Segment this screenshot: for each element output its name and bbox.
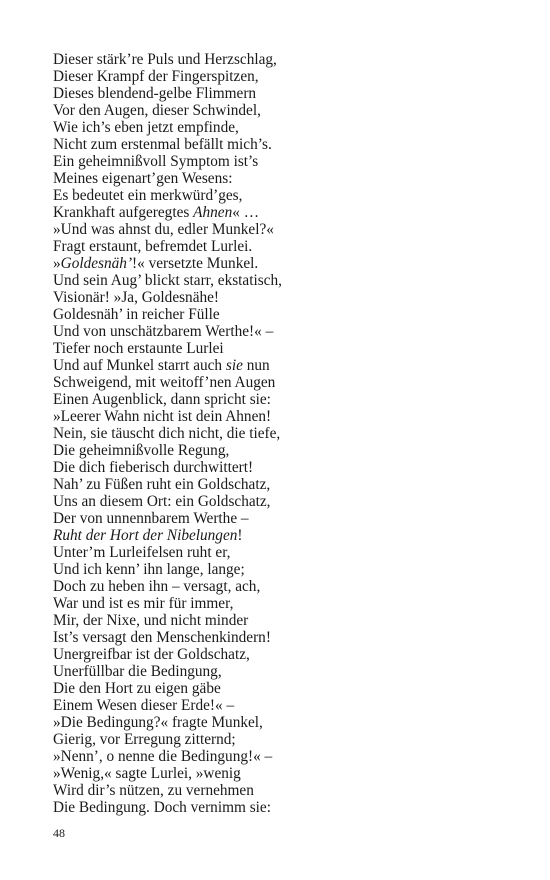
poem-line [53, 119, 513, 136]
poem-line-segment: Nein, sie täuscht dich nicht, die tiefe, [53, 425, 281, 442]
poem-line-segment: Wird dir’s nützen, zu vernehmen [53, 782, 254, 799]
poem-line [53, 340, 513, 357]
poem-line-segment: Doch zu heben ihn – versagt, ach, [53, 578, 261, 595]
poem-line-segment: Goldesnäh’ in reicher Fülle [53, 306, 220, 323]
poem-text-block [53, 51, 513, 816]
poem-line [53, 408, 513, 425]
poem-line [53, 391, 513, 408]
poem-line-segment: Und auf Munkel starrt auch [53, 357, 226, 374]
poem-line-segment: Fragt erstaunt, befremdet Lurlei. [53, 238, 253, 255]
poem-line [53, 748, 513, 765]
poem-line [53, 238, 513, 255]
poem-line-segment: »Nenn’, o nenne die Bedingung!« – [53, 748, 273, 765]
poem-line [53, 323, 513, 340]
poem-line [53, 595, 513, 612]
poem-line [53, 680, 513, 697]
poem-line-segment: Mir, der Nixe, und nicht minder [53, 612, 249, 629]
poem-line-segment: Ist’s versagt den Menschenkindern! [53, 629, 271, 646]
poem-line [53, 765, 513, 782]
poem-line [53, 153, 513, 170]
poem-line [53, 255, 513, 272]
poem-line [53, 578, 513, 595]
poem-line-segment: Uns an diesem Ort: ein Goldschatz, [53, 493, 271, 510]
poem-line-italic-segment: Goldesnäh’ [60, 255, 133, 272]
poem-line-segment: Einem Wesen dieser Erde!« – [53, 697, 235, 714]
poem-line [53, 510, 513, 527]
poem-line [53, 85, 513, 102]
poem-line-segment: Unter’m Lurleifelsen ruht er, [53, 544, 231, 561]
poem-line-italic-segment: Ruht der Hort der Nibelungen [53, 527, 238, 544]
poem-line-segment: Die den Hort zu eigen gäbe [53, 680, 221, 697]
poem-line-segment: »Wenig,« sagte Lurlei, »wenig [53, 765, 241, 782]
poem-line [53, 204, 513, 221]
poem-line [53, 527, 513, 544]
poem-line-segment: Die geheimnißvolle Regung, [53, 442, 230, 459]
poem-line [53, 357, 513, 374]
poem-line-segment: Visionär! »Ja, Goldesnähe! [53, 289, 220, 306]
poem-line [53, 714, 513, 731]
poem-line-segment: !« versetzte Munkel. [132, 255, 259, 272]
poem-line-italic-segment: sie [225, 357, 243, 374]
poem-line-segment: Dieses blendend-gelbe Flimmern [53, 85, 257, 102]
poem-line-segment: Dieser stärk’re Puls und Herzschlag, [53, 51, 277, 68]
poem-line [53, 646, 513, 663]
page-number: 48 [53, 826, 65, 840]
poem-line [53, 493, 513, 510]
poem-line [53, 102, 513, 119]
poem-line-segment: Meines eigenart’gen Wesens: [53, 170, 233, 187]
poem-line-segment: »Und was ahnst du, edler Munkel?« [53, 221, 274, 238]
poem-line [53, 170, 513, 187]
poem-line-segment: Unerfüllbar die Bedingung, [53, 663, 222, 680]
poem-line-segment: Wie ich’s eben jetzt empfinde, [53, 119, 239, 136]
poem-line [53, 561, 513, 578]
poem-line [53, 136, 513, 153]
poem-line-segment: Nicht zum erstenmal befällt mich’s. [53, 136, 272, 153]
poem-line-segment: »Die Bedingung?« fragte Munkel, [53, 714, 263, 731]
poem-line-segment: Die Bedingung. Doch vernimm sie: [53, 799, 271, 816]
poem-line [53, 272, 513, 289]
poem-line-segment: ! [237, 527, 243, 544]
poem-line [53, 731, 513, 748]
poem-line [53, 442, 513, 459]
poem-line-italic-segment: Ahnen [193, 204, 233, 221]
poem-line-segment: Unergreifbar ist der Goldschatz, [53, 646, 250, 663]
poem-line [53, 799, 513, 816]
poem-line-segment: » [53, 255, 61, 272]
poem-line-segment: Einen Augenblick, dann spricht sie: [53, 391, 271, 408]
poem-line-segment: nun [242, 357, 270, 374]
poem-line-segment: Nah’ zu Füßen ruht ein Goldschatz, [53, 476, 271, 493]
poem-line-segment: Schweigend, mit weitoff’nen Augen [53, 374, 276, 391]
poem-line [53, 221, 513, 238]
poem-line [53, 544, 513, 561]
poem-line-segment: Es bedeutet ein merkwürd’ges, [53, 187, 243, 204]
poem-line-segment: Dieser Krampf der Fingerspitzen, [53, 68, 259, 85]
poem-line-segment: Die dich fieberisch durchwittert! [53, 459, 254, 476]
poem-line [53, 629, 513, 646]
poem-line-segment: War und ist es mir für immer, [53, 595, 234, 612]
poem-line [53, 68, 513, 85]
poem-line [53, 425, 513, 442]
poem-line-segment: Und von unschätzbarem Werthe!« – [53, 323, 274, 340]
poem-line-segment: Tiefer noch erstaunte Lurlei [53, 340, 224, 357]
poem-line [53, 187, 513, 204]
poem-line-segment: Ein geheimnißvoll Symptom ist’s [53, 153, 259, 170]
poem-line-segment: Und sein Aug’ blickt starr, ekstatisch, [53, 272, 282, 289]
poem-line-segment: Gierig, vor Erregung zitternd; [53, 731, 236, 748]
poem-line [53, 612, 513, 629]
poem-line-segment: Vor den Augen, dieser Schwindel, [53, 102, 261, 119]
poem-line [53, 289, 513, 306]
poem-line [53, 782, 513, 799]
poem-line-segment: Krankhaft aufgeregtes [53, 204, 194, 221]
poem-line-segment: Der von unnennbarem Werthe – [53, 510, 249, 527]
poem-line [53, 51, 513, 68]
poem-line-segment: « … [232, 204, 260, 221]
poem-line [53, 374, 513, 391]
poem-line-segment: »Leerer Wahn nicht ist dein Ahnen! [53, 408, 272, 425]
poem-line-segment: Und ich kenn’ ihn lange, lange; [53, 561, 245, 578]
poem-line [53, 697, 513, 714]
poem-line [53, 459, 513, 476]
poem-line [53, 476, 513, 493]
poem-line [53, 306, 513, 323]
poem-line [53, 663, 513, 680]
